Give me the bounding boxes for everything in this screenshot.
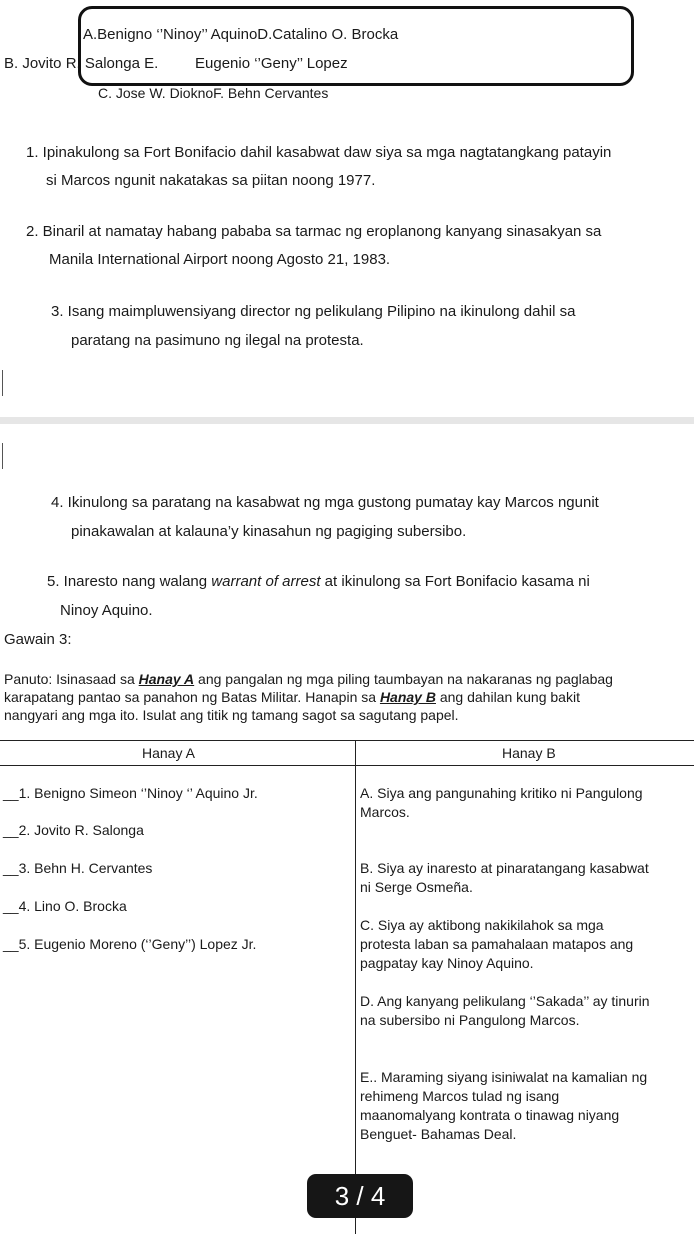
hanay-a-item-1: __1. Benigno Simeon ‘’Ninoy ‘’ Aquino Jr. — [3, 785, 258, 801]
item-4-line-1: 4. Ikinulong sa paratang na kasabwat ng mga gustong pumatay kay Marcos ngunit — [51, 494, 599, 511]
panuto-label: Panuto: — [4, 671, 57, 687]
item-3-line-1: 3. Isang maimpluwensiyang director ng pelikulang Pilipino na ikinulong dahil sa — [51, 303, 576, 320]
table-header-hanay-a: Hanay A — [142, 745, 195, 761]
hanay-b-item-d-line-2: na subersibo ni Pangulong Marcos. — [360, 1012, 580, 1028]
item-5-post: at ikinulong sa Fort Bonifacio kasama ni — [320, 573, 590, 590]
item-5-pre: 5. Inaresto nang walang — [47, 573, 212, 590]
hanay-b-item-e-line-2: rehimeng Marcos tulad ng isang — [360, 1088, 560, 1104]
panuto-l2a: karapatang pantao sa panahon ng Batas Militar. Hanapin sa — [4, 689, 380, 705]
panuto-line-2 — [4, 689, 580, 705]
selection-highlight-box — [78, 6, 634, 86]
hanay-a-item-4: __4. Lino O. Brocka — [3, 898, 127, 914]
item-4-line-2: pinakawalan at kalauna’y kinasahun ng pagiging subersibo. — [71, 523, 467, 540]
section-heading: Gawain 3: — [4, 631, 72, 648]
page-divider — [0, 417, 694, 424]
item-5-line-1 — [47, 573, 590, 590]
choice-line-a: A.Benigno ‘’Ninoy’’ AquinoD.Catalino O. Brocka — [83, 26, 399, 43]
table-header-border — [0, 765, 694, 766]
hanay-a-item-2: __2. Jovito R. Salonga — [3, 822, 144, 838]
choice-line-e: Eugenio ‘’Geny’’ Lopez — [195, 55, 348, 72]
page-indicator: 3 / 4 — [307, 1174, 413, 1218]
table-top-border — [0, 740, 694, 741]
hanay-b-item-a-line-1: A. Siya ang pangunahing kritiko ni Pangulong — [360, 785, 643, 801]
table-header-hanay-b: Hanay B — [502, 745, 556, 761]
hanay-b-item-e-line-1: E.. Maraming siyang isiniwalat na kamalian ng — [360, 1069, 648, 1085]
item-1-line-2: si Marcos ngunit nakatakas sa piitan noong 1977. — [46, 172, 376, 189]
item-2-line-2: Manila International Airport noong Agosto 21, 1983. — [49, 251, 391, 268]
hanay-b-item-d-line-1: D. Ang kanyang pelikulang ‘’Sakada’’ ay tinurin — [360, 993, 650, 1009]
text-cursor-bottom — [2, 443, 3, 469]
hanay-b-item-c-line-1: C. Siya ay aktibong nakikilahok sa mga — [360, 917, 604, 933]
hanay-b-item-e-line-4: Benguet- Bahamas Deal. — [360, 1126, 517, 1142]
hanay-b-item-c-line-2: protesta laban sa pamahalaan matapos ang — [360, 936, 634, 952]
choice-line-b: B. Jovito R. Salonga E. — [4, 55, 159, 72]
panuto-hanay-b: Hanay B — [379, 689, 436, 705]
hanay-a-item-5: __5. Eugenio Moreno (‘’Geny’’) Lopez Jr. — [3, 936, 257, 952]
text-cursor-top — [2, 370, 3, 396]
item-2-line-1: 2. Binaril at namatay habang pababa sa tarmac ng eroplanong kanyang sinasakyan sa — [26, 223, 602, 240]
hanay-b-item-b-line-1: B. Siya ay inaresto at pinaratangang kasabwat — [360, 860, 649, 876]
panuto-l2b: ang dahilan kung bakit — [435, 689, 580, 705]
panuto-line-3: nangyari ang mga ito. Isulat ang titik ng tamang sagot sa sagutang papel. — [4, 707, 459, 723]
item-3-line-2: paratang na pasimuno ng ilegal na protesta. — [71, 332, 364, 349]
hanay-b-item-b-line-2: ni Serge Osmeña. — [360, 879, 473, 895]
choice-line-c: C. Jose W. DioknoF. Behn Cervantes — [98, 85, 329, 101]
item-5-italic: warrant of arrest — [211, 573, 321, 590]
hanay-b-item-a-line-2: Marcos. — [360, 804, 410, 820]
panuto-hanay-a: Hanay A — [138, 671, 195, 687]
panuto-p1: Isinasaad sa — [56, 671, 139, 687]
hanay-a-item-3: __3. Behn H. Cervantes — [3, 860, 153, 876]
hanay-b-item-e-line-3: maanomalyang kontrata o tinawag niyang — [360, 1107, 620, 1123]
item-5-line-2: Ninoy Aquino. — [60, 602, 153, 619]
table-column-divider — [355, 740, 356, 1234]
item-1-line-1: 1. Ipinakulong sa Fort Bonifacio dahil kasabwat daw siya sa mga nagtatangkang patayin — [26, 144, 612, 161]
hanay-b-item-c-line-3: pagpatay kay Ninoy Aquino. — [360, 955, 534, 971]
panuto-line-1 — [4, 671, 613, 687]
panuto-p2: ang pangalan ng mga piling taumbayan na nakaranas ng paglabag — [194, 671, 613, 687]
